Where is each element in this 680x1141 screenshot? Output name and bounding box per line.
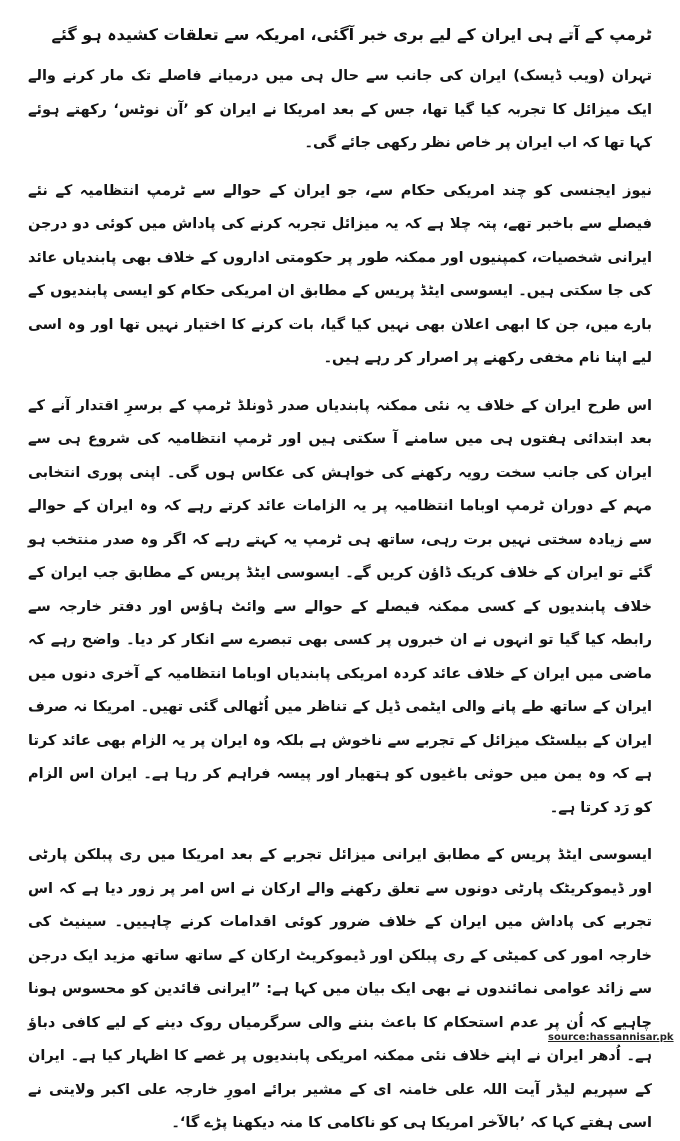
- article-headline: ٹرمپ کے آتے ہی ایران کے لیے بری خبر آگئی، امریکہ سے تعلقات کشیدہ ہو گئے: [51, 25, 652, 44]
- source-credit: source:hassannisar.pk: [548, 1032, 674, 1043]
- article-paragraph-2: نیوز ایجنسی کو چند امریکی حکام سے، جو ایران کے حوالے سے ٹرمپ انتظامیہ کے نئے فیصلے سے باخبر تھے، پتہ چلا ہے کہ یہ میزائل تجربہ کرنے کی پاداش میں کوئی دو درجن ایرانی شخصیات، کمپنیوں اور ممکنہ طور پر حکومتی اداروں کے خلاف بھی پابندیاں عائد کی جا سکتی ہیں۔ ایسوسی ایٹڈ پریس کے مطابق ان امریکی حکام کو ایسی پابندیوں کے بارے میں، جن کا ابھی اعلان بھی نہیں کیا گیا، بات کرنے کا اختیار نہیں تھا اور وہ اسی لیے اپنا نام مخفی رکھنے پر اصرار کر رہے ہیں۔: [28, 182, 652, 366]
- article-paragraph-3: اس طرح ایران کے خلاف یہ نئی ممکنہ پابندیاں صدر ڈونلڈ ٹرمپ کے برسرِ اقتدار آنے کے بعد ابتدائی ہفتوں ہی میں سامنے آ سکتی ہیں اور ٹرمپ انتظامیہ کی شروع ہی سے ایران کی جانب سخت رویہ رکھنے کی خواہش کی عکاس ہوں گی۔ اپنی پوری انتخابی مہم کے دوران ٹرمپ اوباما انتظامیہ پر یہ الزامات عائد کرتے رہے کہ وہ ایران کے حوالے سے زیادہ سختی نہیں برت رہی، ساتھ ہی ٹرمپ یہ کہتے رہے کہ اگر وہ صدر منتخب ہو گئے تو ایران کے خلاف کریک ڈاؤن کریں گے۔ ایسوسی ایٹڈ پریس کے مطابق جب ایران کے خلاف پابندیوں کے کسی ممکنہ فیصلے کے حوالے سے وائٹ ہاؤس اور دفتر خارجہ سے رابطہ کیا گیا تو انہوں نے ان خبروں پر کسی بھی تبصرے سے انکار کر دیا۔ واضح رہے کہ ماضی میں ایران کے خلاف عائد کردہ امریکی پابندیاں اوباما انتظامیہ کے آخری دنوں میں ایران کے ساتھ طے پانے والی ایٹمی ڈیل کے تناظر میں اُٹھالی گئی تھیں۔ امریکا نہ صرف ایران کے بیلسٹک میزائل کے تجربے سے ناخوش ہے بلکہ وہ ایران پر یہ الزام بھی عائد کرتا ہے کہ وہ یمن میں حوثی باغیوں کو ہتھیار اور پیسہ فراہم کر رہا ہے۔ ایران اس الزام کو رَد کرتا ہے۔: [28, 397, 652, 816]
- article-paragraph-1: تہران (ویب ڈیسک) ایران کی جانب سے حال ہی میں درمیانے فاصلے تک مار کرنے والے ایک میزائل کا تجربہ کیا گیا تھا، جس کے بعد امریکا نے ایران کو ’آن نوٹس‘ رکھتے ہوئے کہا تھا کہ اب ایران پر خاص نظر رکھی جائے گی۔: [28, 68, 652, 151]
- article-paragraph-4: ایسوسی ایٹڈ پریس کے مطابق ایرانی میزائل تجربے کے بعد امریکا میں ری پبلکن پارٹی اور ڈیموکریٹک پارٹی دونوں سے تعلق رکھنے والے ارکان نے اس امر پر زور دیا ہے کہ اس تجربے کی پاداش میں ایران کے خلاف ضرور کوئی اقدامات کرنے چاہییں۔ سینیٹ کی خارجہ امور کی کمیٹی کے ری پبلکن اور ڈیموکریٹ ارکان کے ساتھ ساتھ مزید ایک درجن سے زائد عوامی نمائندوں نے بھی ایک بیان میں کہا ہے: ”ایرانی قائدین کو محسوس ہونا چاہیے کہ اُن پر عدم استحکام کا باعث بننے والی سرگرمیاں روک دینے کے لیے کافی دباؤ ہے۔ اُدھر ایران نے اپنے خلاف نئی ممکنہ امریکی پابندیوں پر غصے کا اظہار کیا ہے۔ ایران کے سپریم لیڈر آیت اللہ علی خامنہ ای کے مشیر برائے امورِ خارجہ علی اکبر ولایتی نے اسی ہفتے کہا کہ ’بالآخر امریکا ہی کو ناکامی کا منہ دیکھنا پڑے گا‘۔: [28, 847, 652, 1131]
